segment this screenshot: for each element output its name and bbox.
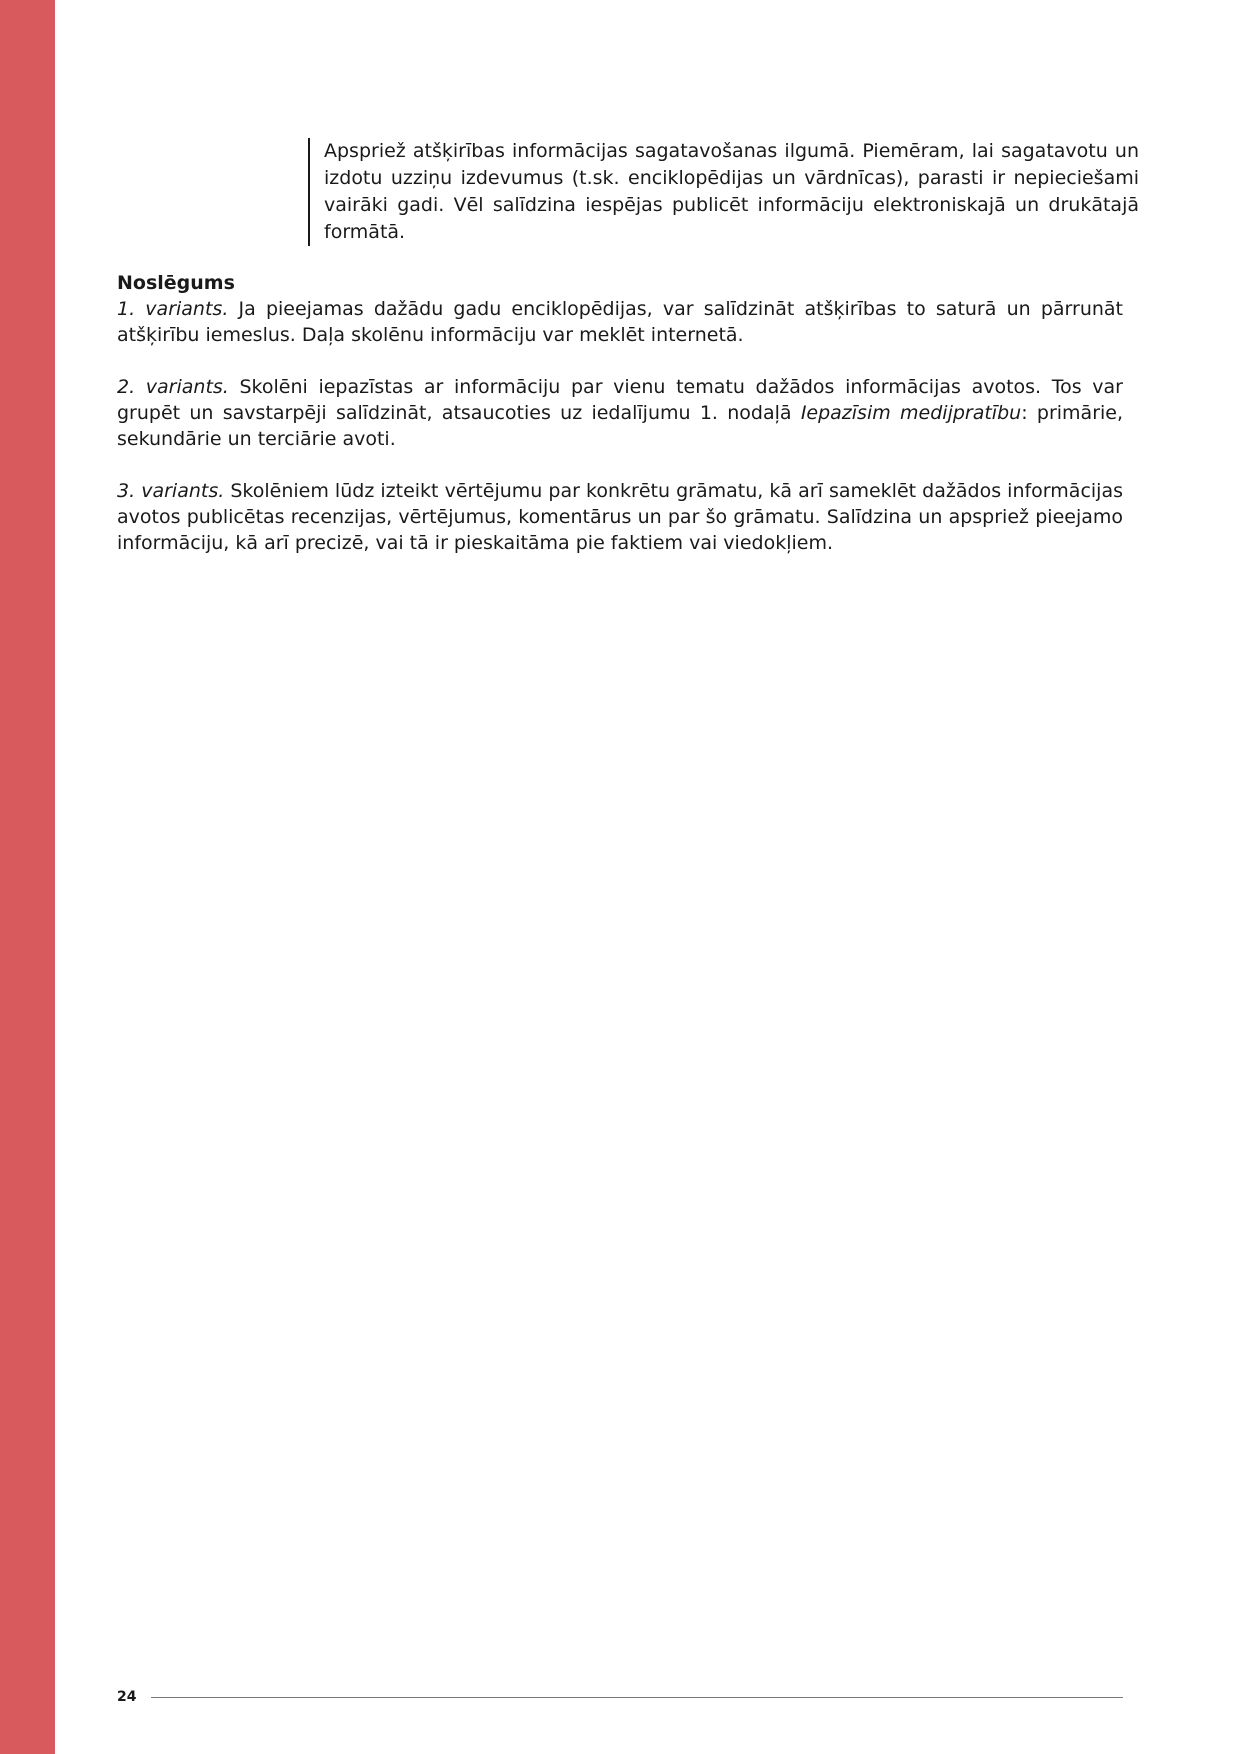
variant-2-paragraph [117, 374, 1123, 452]
variant-2-text-before: Skolēni iepazīstas ar informāciju par vienu tematu dažādos informācijas avotos. Tos var grupēt un savstarpēji salīdzināt, atsaucoties uz iedalījumu 1. nodaļā [117, 376, 1123, 424]
variant-3-paragraph [117, 478, 1123, 556]
page-number: 24 [117, 1689, 137, 1705]
side-color-band [0, 0, 55, 1754]
page-footer [117, 1689, 1123, 1705]
variant-1-text: Ja pieejamas dažādu gadu enciklopēdijas, var salīdzināt atšķirības to saturā un pārrunāt atšķirību iemeslus. Daļa skolēnu informāciju var meklēt internetā. [117, 298, 1123, 346]
variant-3-text: Skolēniem lūdz izteikt vērtējumu par konkrētu grāmatu, kā arī sameklēt dažādos informācijas avotos publicētas recenzijas, vērtējumus, komentārus un par šo grāmatu. Salīdzina un apspriež pieejamo informāciju, kā arī precizē, vai tā ir pieskaitāma pie faktiem vai viedokļiem. [117, 480, 1123, 554]
footer-divider [151, 1697, 1123, 1698]
variant-1-label: 1. variants. [117, 298, 229, 320]
variant-2-text-after: : primārie, sekundārie un terciārie avoti. [117, 402, 1124, 450]
variant-1-paragraph [117, 296, 1123, 348]
quote-box [308, 138, 1139, 246]
quote-text: Apspriež atšķirības informācijas sagatavošanas ilgumā. Piemēram, lai sagatavotu un izdotu uzziņu izdevumus (t.sk. enciklopēdijas un vārdnīcas), parasti ir nepieciešami vairāki gadi. Vēl salīdzina iespējas publicēt informāciju elektroniskajā un drukātajā formātā. [324, 140, 1139, 243]
variant-2-chapter-title: Iepazīsim medijpratību [800, 402, 1022, 424]
section-heading: Noslēgums [117, 272, 235, 294]
variant-2-label: 2. variants. [117, 376, 229, 398]
conclusion-section [117, 270, 1123, 556]
variant-3-label: 3. variants. [117, 480, 225, 502]
